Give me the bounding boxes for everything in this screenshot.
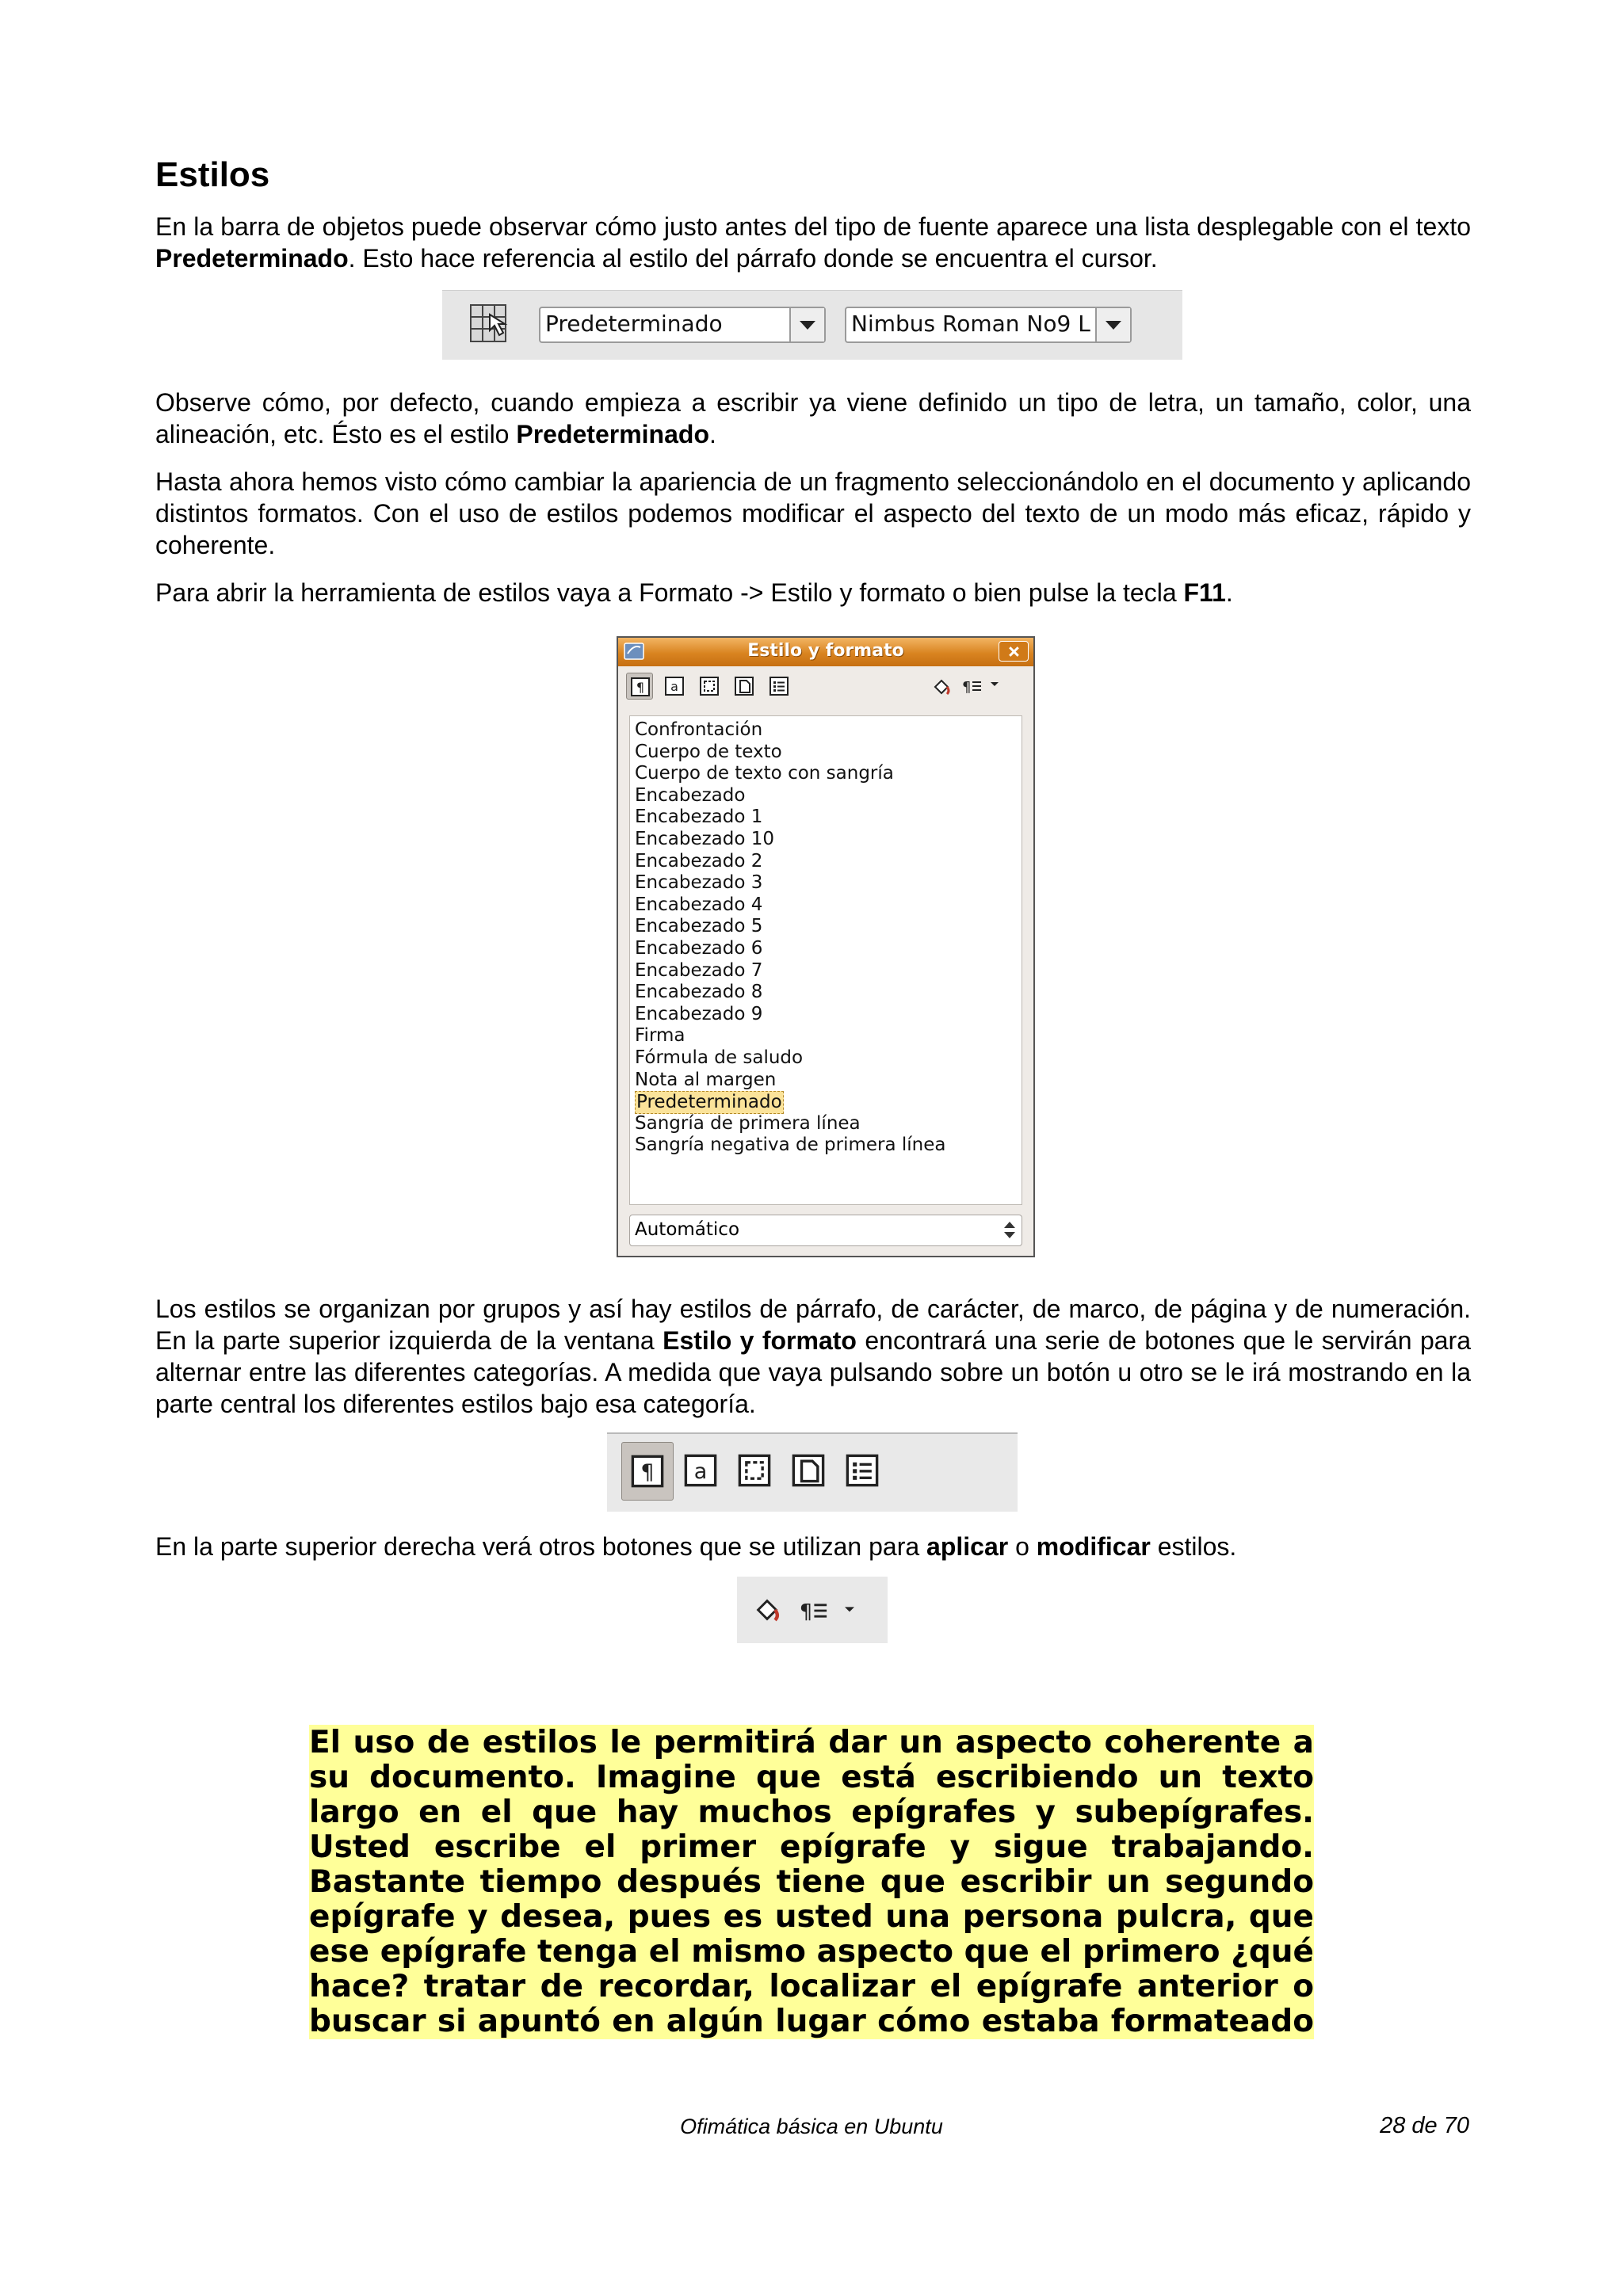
style-list-item[interactable]: Cuerpo de texto xyxy=(635,741,782,762)
category-buttons-toolbar xyxy=(607,1432,1018,1512)
frame-styles-icon xyxy=(737,1453,772,1488)
styles-window-icon[interactable] xyxy=(469,303,509,345)
style-list-item[interactable]: Encabezado 4 xyxy=(635,894,763,915)
paragraph-styles-icon xyxy=(630,1454,665,1489)
paragraph-styles-intro: Hasta ahora hemos visto cómo cambiar la apariencia de un fragmento seleccionándolo en el documento y aplicando distintos formatos. Con el uso de estilos podemos modificar el aspecto del texto de un modo más eficaz, rápido y coherente. xyxy=(155,467,1471,559)
frame-styles-button[interactable] xyxy=(696,673,723,700)
highlighted-note xyxy=(309,1726,1314,2039)
svg-text:¶: ¶ xyxy=(640,1460,655,1486)
paragraph-style-combo[interactable] xyxy=(539,307,826,343)
paragraph-style-value: Predeterminado xyxy=(545,311,723,337)
fill-format-icon xyxy=(751,1594,783,1626)
style-list-item[interactable]: Cuerpo de texto con sangría xyxy=(635,763,894,784)
new-style-icon xyxy=(797,1596,829,1626)
character-styles-button[interactable] xyxy=(661,673,688,700)
paragraph-categories: Los estilos se organizan por grupos y así hay estilos de párrafo, de carácter, de marco, de página y de numeración. En la parte superior izquierda de la ventana Estilo y formato encontrará una serie de botones que le servirán para alternar entre las diferentes categorías. A medida que vaya pulsando sobre un botón u otro se le irá mostrando en la parte central los diferentes estilos bajo esa categoría. xyxy=(155,1295,1472,1418)
style-list-item[interactable]: Firma xyxy=(635,1025,685,1047)
style-list-item[interactable]: Encabezado xyxy=(635,784,746,806)
paragraph-intro: En la barra de objetos puede observar cómo justo antes del tipo de fuente aparece una lista desplegable con el texto Predeterminado. Esto hace referencia al estilo del párrafo donde se encuentra el cursor. xyxy=(155,212,1471,273)
style-list-item[interactable]: Encabezado 5 xyxy=(635,916,763,937)
svg-text:a: a xyxy=(693,1459,708,1485)
page-styles-button[interactable] xyxy=(783,1442,835,1501)
style-list-item[interactable]: Sangría de primera línea xyxy=(635,1112,861,1134)
font-name-combo[interactable] xyxy=(845,307,1132,343)
style-list-item[interactable]: Nota al margen xyxy=(635,1069,777,1090)
svg-text:¶: ¶ xyxy=(799,1600,813,1624)
list-styles-icon xyxy=(845,1453,880,1488)
page-title: Estilos xyxy=(155,155,270,194)
chevron-down-icon[interactable] xyxy=(1095,308,1130,341)
svg-text:¶: ¶ xyxy=(962,679,972,696)
style-list-item[interactable]: Encabezado 10 xyxy=(635,829,775,849)
style-list-item[interactable]: Encabezado 7 xyxy=(635,959,763,981)
style-list-item[interactable]: Encabezado 6 xyxy=(635,938,763,959)
svg-text:¶: ¶ xyxy=(636,680,645,695)
style-list-item[interactable]: Sangría negativa de primera línea xyxy=(635,1135,946,1156)
style-list-item[interactable]: Fórmula de saludo xyxy=(635,1047,804,1068)
style-list-item[interactable]: Encabezado 8 xyxy=(635,982,763,1003)
paragraph-open-tool: Para abrir la herramienta de estilos vaya a Formato -> Estilo y formato o bien pulse la tecla F11. xyxy=(155,578,1233,607)
style-list-item[interactable]: Encabezado 9 xyxy=(635,1003,763,1024)
fill-format-icon xyxy=(930,676,953,698)
style-list-item[interactable]: Confrontación xyxy=(635,719,763,740)
style-list-item[interactable]: Predeterminado xyxy=(636,1092,782,1113)
page-styles-icon xyxy=(734,676,754,696)
style-filter-value: Automático xyxy=(635,1219,740,1240)
action-buttons-toolbar xyxy=(737,1577,888,1643)
note-text: El uso de estilos le permitirá dar un aspecto coherente a su documento. Imagine que está escribiendo un texto largo en el que hay muchos epígrafes y subepígrafes. Usted escribe el primer epígrafe y sigue trabajando. Bastante tiempo después tiene que escribir un segundo epígrafe y desea, pues es usted una persona pulcra, que ese epígrafe tenga el mismo aspecto que el primero ¿qué hace? tratar de recordar, localizar el epígrafe anterior o buscar si apuntó en algún lugar cómo estaba formateado xyxy=(309,1725,1314,2039)
paragraph-styles-button[interactable] xyxy=(621,1442,674,1501)
list-styles-button[interactable] xyxy=(766,673,792,700)
chevron-down-icon[interactable] xyxy=(789,308,824,341)
object-toolbar xyxy=(442,290,1182,360)
style-list-item[interactable]: Encabezado 3 xyxy=(635,872,763,894)
page-styles-button[interactable] xyxy=(731,673,758,700)
list-styles-icon xyxy=(769,676,789,696)
new-style-button[interactable] xyxy=(957,673,984,700)
close-button[interactable] xyxy=(999,641,1029,662)
dialog-titlebar[interactable] xyxy=(618,638,1033,666)
style-filter-select[interactable] xyxy=(629,1215,1022,1246)
fill-format-button[interactable] xyxy=(927,673,954,700)
paragraph-styles-button[interactable] xyxy=(626,673,653,700)
font-name-value: Nimbus Roman No9 L xyxy=(851,311,1090,337)
style-list-item[interactable]: Encabezado 2 xyxy=(635,850,763,871)
dialog-title: Estilo y formato xyxy=(747,641,904,661)
style-list[interactable] xyxy=(629,715,1022,1205)
character-styles-button[interactable] xyxy=(675,1442,727,1501)
list-styles-button[interactable] xyxy=(837,1442,889,1501)
svg-text:a: a xyxy=(670,679,678,694)
style-list-item[interactable]: Encabezado 1 xyxy=(635,807,763,828)
footer-title: Ofimática básica en Ubuntu xyxy=(680,2115,943,2138)
chevron-down-icon[interactable] xyxy=(840,1600,859,1619)
styles-dialog xyxy=(617,636,1035,1257)
page-number: 28 de 70 xyxy=(1380,2113,1469,2138)
chevron-down-icon[interactable] xyxy=(987,677,1002,693)
paragraph-action-buttons: En la parte superior derecha verá otros botones que se utilizan para aplicar o modificar estilos. xyxy=(155,1532,1237,1561)
page-styles-icon xyxy=(791,1453,826,1488)
fill-format-button[interactable] xyxy=(750,1592,786,1629)
paragraph-default-style: Observe cómo, por defecto, cuando empieza a escribir ya viene definido un tipo de letra, un tamaño, color, una alineación, etc. Ésto es el estilo Predeterminado. xyxy=(155,388,1471,448)
paragraph-styles-icon xyxy=(630,677,651,697)
new-style-icon xyxy=(960,676,983,696)
frame-styles-button[interactable] xyxy=(729,1442,781,1501)
new-style-button[interactable] xyxy=(796,1592,832,1629)
spin-arrows-icon[interactable] xyxy=(1004,1220,1015,1241)
character-styles-icon xyxy=(664,676,685,696)
frame-styles-icon xyxy=(699,676,720,696)
character-styles-icon xyxy=(683,1453,718,1488)
